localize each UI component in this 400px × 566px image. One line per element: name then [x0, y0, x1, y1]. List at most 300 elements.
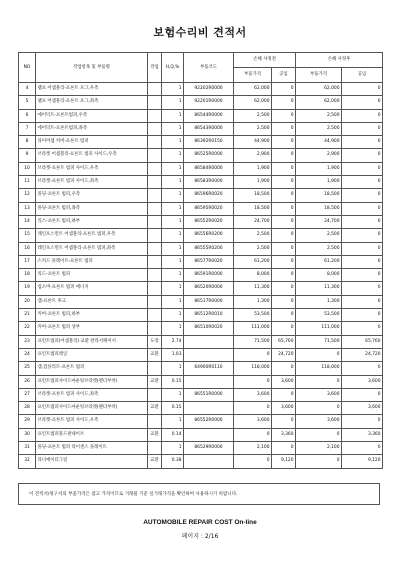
row-no: 30	[19, 428, 36, 441]
row-work	[148, 162, 162, 175]
row-part-code: 86517R0000	[184, 295, 234, 308]
table-row	[19, 402, 383, 415]
row-after-part-price: 2,500	[296, 242, 342, 255]
row-after-part-price: 0	[296, 402, 342, 415]
row-before-labor: 0	[272, 96, 296, 109]
row-after-labor: 0	[342, 309, 383, 322]
row-qty: 1	[162, 83, 184, 96]
row-qty: 1	[162, 176, 184, 189]
row-work	[148, 282, 162, 295]
row-part-code: 86596R0020	[184, 189, 234, 202]
row-work	[148, 202, 162, 215]
row-before-part-price: 1,900	[234, 176, 272, 189]
row-work	[148, 309, 162, 322]
row-part-code	[184, 348, 234, 361]
row-work: 교환	[148, 428, 162, 441]
row-before-labor: 0	[272, 83, 296, 96]
row-after-part-price: 18,500	[296, 189, 342, 202]
row-work	[148, 215, 162, 228]
row-qty: 2.74	[162, 335, 184, 348]
row-item-name: 브라켓-프론트 범퍼 사이드,우측	[36, 415, 148, 428]
row-qty: 1	[162, 295, 184, 308]
row-after-labor: 65,760	[342, 335, 383, 348]
row-after-labor: 0	[342, 442, 383, 455]
row-item-name: 레인포스먼트 어셈블리-프론트 범퍼,좌측	[36, 242, 148, 255]
row-work	[148, 322, 162, 335]
row-after-part-price: 2,500	[296, 109, 342, 122]
row-part-code: 86392R0150	[184, 136, 234, 149]
row-after-part-price: 62,000	[296, 83, 342, 96]
row-before-labor: 9,120	[272, 455, 296, 468]
row-work	[148, 295, 162, 308]
row-no: 21	[19, 309, 36, 322]
row-work: 교환	[148, 348, 162, 361]
row-item-name: 프런트범퍼(어셈블리) 교환 칼라서페이서	[36, 335, 148, 348]
row-before-part-price: 0	[234, 402, 272, 415]
row-before-part-price: 2,500	[234, 109, 272, 122]
row-after-part-price: 1,300	[296, 295, 342, 308]
row-before-labor: 0	[272, 162, 296, 175]
row-no: 31	[19, 442, 36, 455]
row-before-part-price: 18,500	[234, 202, 272, 215]
header-before-group: 손해 사정전	[234, 53, 296, 68]
row-after-labor: 3,600	[342, 375, 383, 388]
row-after-part-price: 111,000	[296, 322, 342, 335]
row-part-code	[184, 428, 234, 441]
header-work: 작업	[148, 53, 162, 83]
header-work-name: 작업항목 및 부품명	[36, 53, 148, 83]
row-after-labor: 0	[342, 282, 383, 295]
row-after-labor: 0	[342, 162, 383, 175]
row-before-labor: 0	[272, 176, 296, 189]
row-item-name: 브라켓 어셈블리-프론트 범퍼 사이드,우측	[36, 149, 148, 162]
row-no: 25	[19, 362, 36, 375]
row-item-name: 에어덕트-프론트범퍼,우측	[36, 109, 148, 122]
row-qty: 0.14	[162, 428, 184, 441]
row-after-part-price: 71,500	[296, 335, 342, 348]
row-qty: 1.03	[162, 348, 184, 361]
row-no: 5	[19, 96, 36, 109]
row-no: 24	[19, 348, 36, 361]
row-after-part-price: 2,500	[296, 122, 342, 135]
row-before-part-price: 3,600	[234, 388, 272, 401]
row-before-labor: 0	[272, 295, 296, 308]
row-no: 15	[19, 229, 36, 242]
row-item-name: 리스-프론트 범퍼,하부	[36, 215, 148, 228]
footer-brand: AUTOMOBILE REPAIR COST On-line	[143, 519, 257, 526]
row-before-part-price: 62,000	[234, 96, 272, 109]
row-after-part-price: 0	[296, 375, 342, 388]
row-item-name: 캡,컴플리트-프론트 범퍼	[36, 362, 148, 375]
row-work	[148, 96, 162, 109]
row-item-name: 캡-프론트 후크	[36, 295, 148, 308]
row-before-part-price: 8,000	[234, 269, 272, 282]
table-row	[19, 335, 383, 348]
estimate-table	[18, 52, 383, 469]
table-row	[19, 215, 383, 228]
table-row	[19, 322, 383, 335]
row-no: 18	[19, 269, 36, 282]
row-before-part-price: 2,500	[234, 122, 272, 135]
header-no: NO	[19, 53, 36, 83]
row-after-labor: 0	[342, 109, 383, 122]
row-after-labor: 0	[342, 189, 383, 202]
row-part-code: 86577R0020	[184, 255, 234, 268]
row-no: 28	[19, 402, 36, 415]
row-before-part-price: 2,100	[234, 442, 272, 455]
row-after-labor: 0	[342, 362, 383, 375]
row-qty: 0.15	[162, 402, 184, 415]
row-no: 6	[19, 109, 36, 122]
row-item-name: 브라켓-프론트 범퍼 사이드,좌측	[36, 388, 148, 401]
row-before-part-price: 118,000	[234, 362, 272, 375]
row-part-code: 92202R0000	[184, 83, 234, 96]
table-row	[19, 83, 383, 96]
row-part-code: 86552R0000	[184, 415, 234, 428]
row-before-labor: 0	[272, 269, 296, 282]
row-item-name: 레인포스먼트 어셈블리-프론트 범퍼,우측	[36, 229, 148, 242]
row-item-name: 몰딩-프론트 범퍼,우측	[36, 189, 148, 202]
row-part-code: 92201R0000	[184, 96, 234, 109]
row-no: 13	[19, 202, 36, 215]
table-row	[19, 136, 383, 149]
row-before-part-price: 111,000	[234, 322, 272, 335]
disclaimer-note: 이 견적서/청구서의 부품가격은 참고 가격이므로 거래될 기준 실거래가격을 확인하여 사용하시기 바랍니다.	[18, 483, 380, 505]
row-work	[148, 149, 162, 162]
row-after-labor: 0	[342, 229, 383, 242]
row-item-name: 프런트범퍼레일	[36, 348, 148, 361]
page-indicator: 페이지 : 2/16	[181, 533, 219, 540]
row-before-labor: 3,360	[272, 428, 296, 441]
row-after-part-price: 0	[296, 348, 342, 361]
table-row	[19, 229, 383, 242]
row-after-labor: 3,600	[342, 402, 383, 415]
row-qty: 0.38	[162, 455, 184, 468]
row-before-labor: 3,600	[272, 402, 296, 415]
row-after-labor: 24,720	[342, 348, 383, 361]
row-qty: 1	[162, 149, 184, 162]
row-before-labor: 0	[272, 282, 296, 295]
row-no: 29	[19, 415, 36, 428]
row-work	[148, 189, 162, 202]
row-no: 19	[19, 282, 36, 295]
row-qty: 1	[162, 122, 184, 135]
row-item-name: 커버-프론트 범퍼 상부	[36, 322, 148, 335]
table-row	[19, 282, 383, 295]
row-item-name: 에어덕트-프론트범퍼,좌측	[36, 122, 148, 135]
row-before-part-price: 1,300	[234, 295, 272, 308]
row-before-part-price: 3,600	[234, 415, 272, 428]
row-work	[148, 415, 162, 428]
row-before-part-price: 44,900	[234, 136, 272, 149]
row-item-name: 프런트범퍼사이드마운팅브라켓(펜더부착)	[36, 375, 148, 388]
row-part-code: 86584R0000	[184, 162, 234, 175]
row-part-code: 86552R0020	[184, 215, 234, 228]
row-before-part-price: 0	[234, 455, 272, 468]
row-qty: 1	[162, 96, 184, 109]
row-after-part-price: 11,300	[296, 282, 342, 295]
row-after-part-price: 2,500	[296, 229, 342, 242]
row-no: 16	[19, 242, 36, 255]
row-part-code: 86512R0010	[184, 309, 234, 322]
row-after-labor: 0	[342, 96, 383, 109]
row-part-code	[184, 455, 234, 468]
row-before-labor: 0	[272, 229, 296, 242]
row-work	[148, 122, 162, 135]
row-after-labor: 0	[342, 388, 383, 401]
row-item-name: 프런트범퍼몰드판네이브	[36, 428, 148, 441]
row-qty: 1	[162, 162, 184, 175]
row-after-part-price: 1,900	[296, 162, 342, 175]
row-after-labor: 0	[342, 122, 383, 135]
header-before-part-price: 부품가격	[234, 68, 272, 83]
row-item-name: 램프 어셈블리-프론트 포그,우측	[36, 83, 148, 96]
row-before-part-price: 2,900	[234, 149, 272, 162]
table-row	[19, 149, 383, 162]
table-body	[19, 83, 383, 469]
row-before-part-price: 24,700	[234, 215, 272, 228]
row-qty: 1	[162, 242, 184, 255]
row-item-name: 스커드 플레이트-프론트 범퍼	[36, 255, 148, 268]
row-item-name: 커버-프론트 범퍼,하부	[36, 309, 148, 322]
row-part-code: 64900R0110	[184, 362, 234, 375]
row-work	[148, 176, 162, 189]
table-row	[19, 269, 383, 282]
row-before-part-price: 0	[234, 428, 272, 441]
row-after-labor: 0	[342, 255, 383, 268]
row-after-part-price: 2,900	[296, 149, 342, 162]
row-no: 26	[19, 375, 36, 388]
row-part-code	[184, 335, 234, 348]
row-no: 27	[19, 388, 36, 401]
row-after-labor: 0	[342, 215, 383, 228]
row-after-labor: 0	[342, 202, 383, 215]
row-no: 22	[19, 322, 36, 335]
row-part-code	[184, 375, 234, 388]
row-work	[148, 388, 162, 401]
row-before-labor: 0	[272, 442, 296, 455]
row-qty: 1	[162, 136, 184, 149]
row-work	[148, 269, 162, 282]
row-after-part-price: 0	[296, 428, 342, 441]
header-hqty: H,Q,%	[162, 53, 184, 83]
row-part-code: 86543R0000	[184, 122, 234, 135]
row-after-labor: 0	[342, 136, 383, 149]
row-work	[148, 242, 162, 255]
row-no: 7	[19, 122, 36, 135]
row-after-labor: 0	[342, 242, 383, 255]
row-after-part-price: 3,600	[296, 388, 342, 401]
table-row	[19, 295, 383, 308]
row-work: 교환	[148, 402, 162, 415]
row-qty: 1	[162, 309, 184, 322]
row-qty: 1	[162, 202, 184, 215]
row-after-part-price: 3,600	[296, 415, 342, 428]
row-after-part-price: 24,700	[296, 215, 342, 228]
table-row	[19, 122, 383, 135]
row-part-code: 86510R0020	[184, 322, 234, 335]
row-after-labor: 0	[342, 176, 383, 189]
table-row	[19, 242, 383, 255]
row-qty: 1	[162, 255, 184, 268]
row-qty: 0.15	[162, 375, 184, 388]
row-before-labor: 0	[272, 136, 296, 149]
row-item-name: 프런트범퍼사이드마운팅브라켓(펜더부착)	[36, 402, 148, 415]
row-no: 12	[19, 189, 36, 202]
row-qty: 1	[162, 322, 184, 335]
table-row	[19, 255, 383, 268]
row-after-part-price: 44,900	[296, 136, 342, 149]
row-part-code: 86544R0000	[184, 109, 234, 122]
row-before-labor: 0	[272, 189, 296, 202]
row-no: 9	[19, 149, 36, 162]
row-before-part-price: 1,900	[234, 162, 272, 175]
row-before-part-price: 53,500	[234, 309, 272, 322]
row-item-name: 리드-프론트 범퍼	[36, 269, 148, 282]
row-no: 14	[19, 215, 36, 228]
row-after-part-price: 2,100	[296, 442, 342, 455]
row-before-labor: 3,600	[272, 375, 296, 388]
row-no: 17	[19, 255, 36, 268]
row-item-name: 업소버-프론트 범퍼 에너지	[36, 282, 148, 295]
row-work: 교환	[148, 375, 162, 388]
row-after-labor: 0	[342, 149, 383, 162]
row-before-labor: 0	[272, 242, 296, 255]
row-before-labor: 0	[272, 122, 296, 135]
row-no: 20	[19, 295, 36, 308]
row-part-code: 86556R0200	[184, 229, 234, 242]
row-no: 8	[19, 136, 36, 149]
row-work	[148, 136, 162, 149]
row-work	[148, 109, 162, 122]
row-item-name: 브라켓-프론트 범퍼 사이드,좌측	[36, 176, 148, 189]
table-row	[19, 442, 383, 455]
row-part-code: 86520R0000	[184, 282, 234, 295]
table-row	[19, 189, 383, 202]
row-qty: 1	[162, 362, 184, 375]
row-after-labor: 0	[342, 295, 383, 308]
row-before-labor: 0	[272, 202, 296, 215]
row-qty: 1	[162, 415, 184, 428]
row-qty: 1	[162, 189, 184, 202]
row-no: 4	[19, 83, 36, 96]
row-part-code: 86525R0000	[184, 149, 234, 162]
row-before-labor: 0	[272, 322, 296, 335]
row-work	[148, 362, 162, 375]
row-before-part-price: 18,500	[234, 189, 272, 202]
row-work	[148, 83, 162, 96]
row-qty: 1	[162, 229, 184, 242]
header-before-labor: 공임	[272, 68, 296, 83]
table-row	[19, 202, 383, 215]
row-qty: 1	[162, 269, 184, 282]
row-no: 32	[19, 455, 36, 468]
row-after-part-price: 18,500	[296, 202, 342, 215]
table-row	[19, 415, 383, 428]
row-before-labor: 24,720	[272, 348, 296, 361]
header-after-part-price: 부품가격	[296, 68, 342, 83]
table-row	[19, 362, 383, 375]
row-part-code	[184, 402, 234, 415]
row-before-part-price: 71,500	[234, 335, 272, 348]
row-after-labor: 3,360	[342, 428, 383, 441]
table-row	[19, 428, 383, 441]
row-before-part-price: 0	[234, 375, 272, 388]
row-before-labor: 0	[272, 362, 296, 375]
row-item-name: 브라켓-프론트 범퍼 사이드,우측	[36, 162, 148, 175]
row-item-name: 라디에이터그릴	[36, 455, 148, 468]
row-after-labor: 0	[342, 322, 383, 335]
table-row	[19, 176, 383, 189]
row-before-labor: 0	[272, 215, 296, 228]
table-row	[19, 309, 383, 322]
row-work	[148, 442, 162, 455]
table-row	[19, 162, 383, 175]
row-after-part-price: 8,000	[296, 269, 342, 282]
row-after-part-price: 118,000	[296, 362, 342, 375]
row-work: 교환	[148, 455, 162, 468]
row-qty: 1	[162, 215, 184, 228]
row-before-labor: 0	[272, 415, 296, 428]
row-no: 23	[19, 335, 36, 348]
row-work: 도장	[148, 335, 162, 348]
row-before-labor: 0	[272, 109, 296, 122]
row-before-labor: 0	[272, 149, 296, 162]
row-before-part-price: 0	[234, 348, 272, 361]
row-part-code: 86583R0000	[184, 176, 234, 189]
row-qty: 1	[162, 388, 184, 401]
table-row	[19, 455, 383, 468]
row-before-labor: 0	[272, 388, 296, 401]
row-item-name: 몰딩-프론트 범퍼,좌측	[36, 202, 148, 215]
row-item-name: 라이어셈 커버-프론트 범퍼	[36, 136, 148, 149]
document-title: 보험수리비 견적서	[153, 26, 247, 39]
row-item-name: 램프 어셈블리-프론트 포그,좌측	[36, 96, 148, 109]
row-before-labor: 0	[272, 309, 296, 322]
row-after-labor: 0	[342, 83, 383, 96]
row-qty: 1	[162, 282, 184, 295]
row-part-code: 86551R0000	[184, 388, 234, 401]
header-after-labor: 공임	[342, 68, 383, 83]
table-row	[19, 109, 383, 122]
table-row	[19, 348, 383, 361]
row-before-part-price: 62,000	[234, 83, 272, 96]
row-part-code: 86555R0200	[184, 242, 234, 255]
row-before-labor: 65,760	[272, 335, 296, 348]
row-after-part-price: 61,200	[296, 255, 342, 268]
row-before-part-price: 2,500	[234, 229, 272, 242]
row-before-labor: 0	[272, 255, 296, 268]
table-row	[19, 388, 383, 401]
table-row	[19, 96, 383, 109]
row-after-labor: 9,120	[342, 455, 383, 468]
row-work	[148, 229, 162, 242]
row-qty: 1	[162, 442, 184, 455]
row-part-code: 86529R0000	[184, 442, 234, 455]
row-no: 10	[19, 162, 36, 175]
row-after-labor: 0	[342, 269, 383, 282]
row-before-part-price: 61,200	[234, 255, 272, 268]
row-work	[148, 255, 162, 268]
row-before-part-price: 11,300	[234, 282, 272, 295]
row-after-part-price: 0	[296, 455, 342, 468]
table-row	[19, 375, 383, 388]
header-after-group: 손해 사정후	[296, 53, 383, 68]
row-before-part-price: 2,500	[234, 242, 272, 255]
header-row-1	[19, 53, 383, 68]
row-part-code: 86591R0000	[184, 269, 234, 282]
row-item-name: 몰딩-프론트 범퍼 라이센스 플레이트	[36, 442, 148, 455]
